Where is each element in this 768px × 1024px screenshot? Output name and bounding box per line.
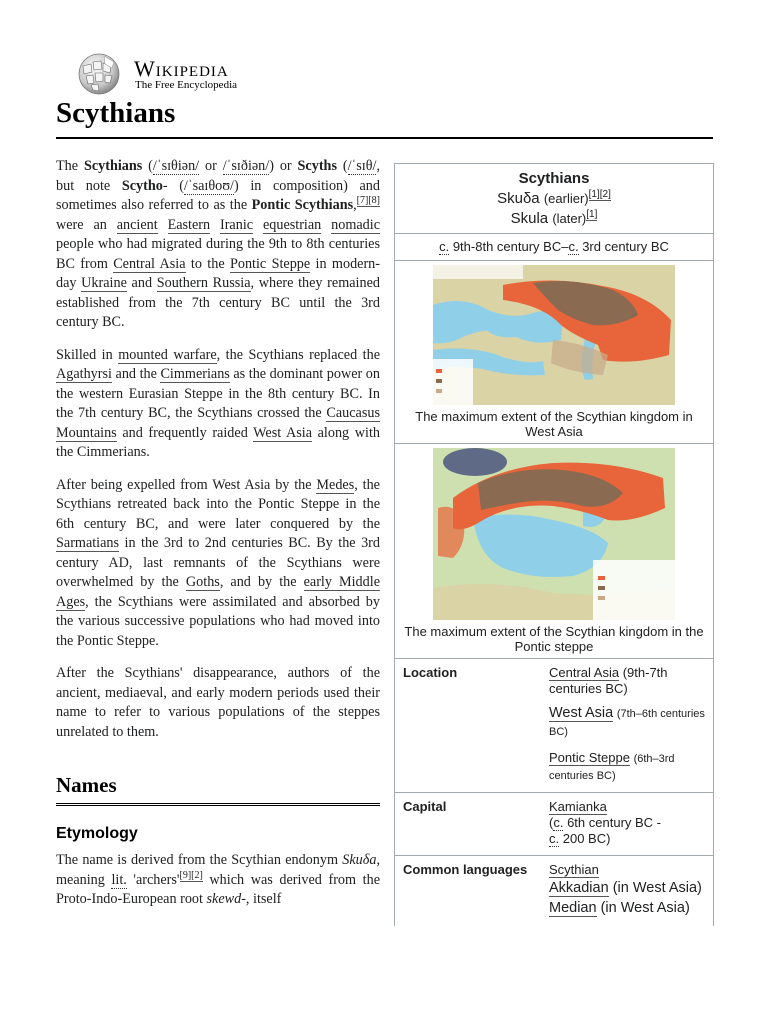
link-medes[interactable]: Medes	[316, 476, 355, 493]
language-note: (in West Asia)	[612, 880, 702, 896]
wikipedia-wordmark[interactable]: Wikipedia	[134, 56, 229, 81]
link-location-west-asia[interactable]: West Asia	[549, 705, 614, 721]
text: as the dominant power on the western Eurasian Steppe in the 8th century BC. In the 7th century BC, the Scythians crossed the	[56, 366, 380, 421]
text: and the	[111, 366, 161, 382]
link-caucasus-mountains[interactable]: Caucasus Mountains	[56, 405, 380, 441]
map-west-asia-caption: The maximum extent of the Scythian kingdom in West Asia	[415, 409, 693, 439]
link-capital-kamianka[interactable]: Kamianka	[549, 799, 607, 814]
languages-value	[549, 862, 705, 918]
section-heading-names: Names	[56, 776, 380, 806]
link-location-pontic-steppe[interactable]: Pontic Steppe	[549, 750, 630, 765]
text: ) in composition) and sometimes also referred to as the	[56, 177, 380, 213]
language-note: (in West Asia)	[600, 900, 690, 916]
name-note: (earlier)	[543, 191, 589, 206]
native-name: Skula	[510, 210, 549, 227]
link-eastern[interactable]: Eastern	[167, 216, 211, 233]
intro-paragraph-4: After the Scythians' disappearance, authors of the ancient, mediaeval, and early modern periods used their name to refer to various populations of the steppes unrelated to them.	[56, 665, 380, 740]
etymology-paragraph	[56, 851, 380, 910]
infobox-capital-row	[395, 793, 713, 856]
map-pontic-steppe-caption: The maximum extent of the Scythian kingdom in the Pontic steppe	[404, 624, 704, 654]
citation-link[interactable]: [1]	[586, 209, 598, 220]
citation-link[interactable]: [1]	[588, 189, 600, 200]
wikipedia-tagline: The Free Encyclopedia	[135, 79, 238, 91]
text: in the 3rd to 2nd centuries BC. By the 3rd century AD, last remnants of the Scythians were overwhelmed by the	[56, 535, 380, 590]
location-note: (7th–6th centuries BC)	[549, 708, 705, 738]
subsection-heading-etymology: Etymology	[56, 824, 138, 842]
link-west-asia[interactable]: West Asia	[253, 424, 313, 441]
text: in modern-day	[56, 255, 380, 291]
abbr-lit[interactable]: lit.	[111, 871, 127, 888]
text: 3rd century BC	[578, 239, 669, 254]
bold-term: Scytho	[121, 177, 163, 194]
circa-abbr[interactable]: c.	[549, 831, 560, 846]
infobox-map-pontic-steppe	[395, 444, 713, 659]
text	[253, 217, 263, 233]
link-equestrian[interactable]: equestrian	[262, 216, 322, 233]
infobox-languages-row	[395, 856, 713, 926]
text: and	[126, 275, 157, 291]
text: 200 BC)	[559, 831, 611, 846]
text: Skilled in	[56, 346, 119, 363]
link-early-middle-ages[interactable]: early Middle Ages	[56, 574, 380, 610]
intro-paragraph-3	[56, 476, 380, 652]
native-name: Skuδa	[497, 190, 540, 207]
citation-link[interactable]: [9]	[179, 869, 192, 881]
capital-value	[549, 799, 705, 847]
map-pontic-steppe-image[interactable]	[433, 448, 675, 620]
text: or	[199, 158, 223, 174]
location-note: (6th–3rd centuries BC)	[549, 753, 675, 782]
bold-term: Scyths	[297, 158, 337, 174]
link-agathyrsi[interactable]: Agathyrsi	[56, 366, 112, 382]
link-language-scythian[interactable]: Scythian	[549, 862, 599, 877]
text: which was derived from the Proto-Indo-European root	[56, 871, 380, 907]
link-southern-russia[interactable]: Southern Russia	[156, 275, 251, 291]
link-language-median[interactable]: Median	[549, 900, 597, 916]
text: The	[56, 158, 84, 174]
link-location-central-asia[interactable]: Central Asia	[549, 665, 620, 680]
infobox-map-west-asia	[395, 261, 713, 444]
text: 6th century BC -	[563, 815, 662, 830]
text: (	[142, 158, 153, 174]
text	[210, 217, 220, 233]
title-divider	[56, 137, 713, 139]
link-sarmatians[interactable]: Sarmatians	[56, 535, 120, 551]
infobox-title: Scythians	[518, 170, 590, 187]
circa-abbr[interactable]: c.	[553, 815, 564, 830]
text: along with the Cimmerians.	[56, 424, 380, 460]
languages-label: Common languages	[403, 862, 528, 877]
link-ukraine[interactable]: Ukraine	[81, 275, 127, 291]
infobox	[394, 163, 714, 926]
text: 'archers'	[126, 871, 180, 888]
link-ancient[interactable]: ancient	[116, 216, 158, 233]
bold-term: Scythians	[83, 158, 143, 174]
text: , but note	[56, 158, 381, 194]
text: were an	[56, 216, 117, 233]
infobox-location-row	[395, 659, 713, 793]
text	[158, 217, 168, 233]
citation-link[interactable]: [7]	[356, 195, 369, 207]
link-mounted-warfare[interactable]: mounted warfare	[118, 346, 217, 363]
name-note: (later)	[552, 211, 587, 226]
bold-term: Pontic Scythians	[251, 197, 354, 213]
infobox-date-range	[395, 234, 713, 261]
text: (	[336, 158, 348, 174]
link-language-akkadian[interactable]: Akkadian	[549, 880, 609, 896]
ipa-link[interactable]: /ˈsɪθ/	[347, 158, 377, 174]
text: 9th-8th century BC–	[449, 239, 569, 254]
text: and frequently raided	[116, 424, 254, 441]
circa-abbr[interactable]: c.	[439, 239, 450, 254]
text: , where they remained established from the 7th century BC until the 3rd century BC.	[56, 275, 380, 330]
map-west-asia-image[interactable]	[433, 265, 675, 405]
intro-paragraph-1	[56, 157, 380, 333]
citation-link[interactable]: [2]	[191, 869, 203, 881]
italic-term: skewd-	[206, 891, 246, 907]
text: ,	[353, 197, 357, 213]
location-note: (9th-7th centuries BC)	[549, 665, 668, 696]
citation-link[interactable]: [2]	[599, 189, 611, 200]
text: (	[549, 815, 554, 830]
capital-label: Capital	[403, 799, 447, 814]
text	[321, 217, 331, 233]
infobox-name-later	[399, 209, 709, 227]
link-nomadic[interactable]: nomadic	[331, 216, 380, 233]
text: , the Scythians retreated back into the Pontic Steppe in the 6th century BC, and were later conquered by the	[56, 476, 380, 532]
page-title: Scythians	[56, 97, 176, 129]
site-header	[74, 52, 274, 98]
infobox-name-earlier	[399, 189, 709, 207]
text: , the Scythians replaced the	[216, 346, 380, 363]
link-goths[interactable]: Goths	[185, 574, 220, 590]
text: to the	[185, 255, 230, 272]
intro-paragraph-2	[56, 346, 380, 463]
circa-abbr[interactable]: c.	[568, 239, 579, 254]
link-cimmerians[interactable]: Cimmerians	[160, 366, 230, 382]
text: , the Scythians were assimilated and absorbed by the various successive populations who had moved into the Pontic Steppe.	[56, 593, 380, 649]
article-body	[56, 157, 380, 923]
ipa-link[interactable]: /ˈsɪðiən/	[222, 158, 270, 174]
ipa-link[interactable]: /ˈsɪθiən/	[152, 158, 200, 174]
citation-link[interactable]: [8]	[368, 195, 380, 207]
text: After being expelled from West Asia by the	[56, 476, 317, 493]
wikipedia-globe-icon[interactable]	[74, 52, 124, 96]
text: The name is derived from the Scythian endonym	[56, 852, 343, 868]
text: , meaning	[56, 852, 380, 888]
link-central-asia[interactable]: Central Asia	[113, 255, 186, 272]
link-pontic-steppe[interactable]: Pontic Steppe	[229, 255, 311, 272]
text: people who had migrated during the 9th to 8th centuries BC from	[56, 236, 380, 272]
ipa-link[interactable]: /ˈsaɪθoʊ/	[183, 177, 234, 194]
text: ) or	[269, 158, 298, 174]
text: - (	[162, 177, 184, 194]
italic-term: Skuδa	[342, 852, 377, 868]
infobox-title-row	[395, 164, 713, 234]
link-iranic[interactable]: Iranic	[219, 216, 254, 233]
location-value	[549, 665, 705, 784]
location-label: Location	[403, 665, 458, 680]
text: , itself	[245, 891, 282, 907]
text: , and by the	[219, 574, 304, 590]
